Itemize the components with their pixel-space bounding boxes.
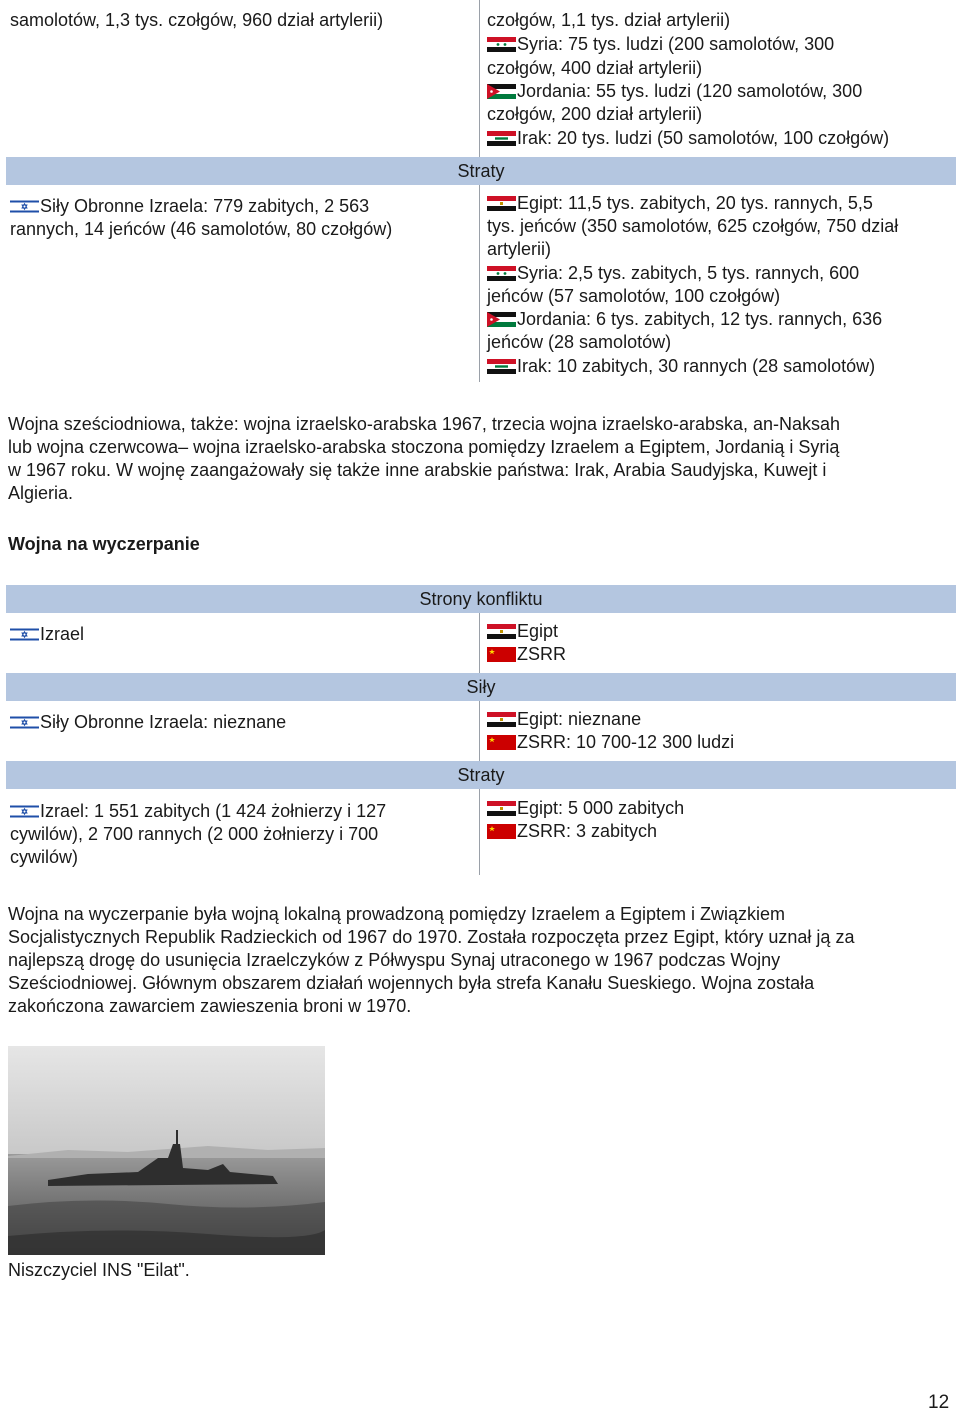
attrition-table-divider — [479, 613, 480, 875]
jordan-losses-line-1 — [487, 308, 882, 331]
egypt-losses-line-1 — [487, 192, 873, 215]
egypt-flag-icon — [487, 712, 516, 727]
paragraph-line: Wojna na wyczerpanie była wojną lokalną prowadzoną pomiędzy Izraelem a Egiptem i Związkiem — [8, 904, 786, 924]
ussr-side-label: ZSRR — [517, 644, 566, 664]
egypt-losses-text: Egipt: 11,5 tys. zabitych, 20 tys. rannych, 5,5 — [517, 193, 873, 213]
jordan-forces-line-1 — [487, 80, 862, 103]
israel-losses-line-2: rannych, 14 jeńców (46 samolotów, 80 czołgów) — [10, 219, 393, 239]
israel-forces-text: Siły Obronne Izraela: nieznane — [40, 712, 287, 732]
israel-side-label: Izrael — [40, 624, 85, 644]
ussr-losses — [487, 820, 657, 843]
syria-forces-line-2: czołgów, 400 dział artylerii) — [487, 58, 703, 78]
paragraph-line: Socjalistycznych Republik Radzieckich od 1967 do 1970. Została rozpoczęta przez Egipt, który uznał ją za — [8, 927, 855, 947]
jordan-forces-text: Jordania: 55 tys. ludzi (120 samolotów, 300 — [517, 81, 863, 101]
paragraph-line: Algieria. — [8, 483, 74, 503]
syria-losses-line-1 — [487, 262, 859, 285]
israel-losses-text: Izrael: 1 551 zabitych (1 424 żołnierzy i 127 — [40, 801, 387, 821]
israel-losses — [10, 800, 386, 823]
syria-forces-text: Syria: 75 tys. ludzi (200 samolotów, 300 — [517, 34, 835, 54]
six-day-war-paragraph — [8, 413, 952, 505]
egypt-side-label: Egipt — [517, 621, 559, 641]
egypt-losses — [487, 797, 684, 820]
egypt-flag-icon — [487, 801, 516, 816]
israel-losses-line-3: cywilów) — [10, 847, 79, 867]
israel-losses-line-1 — [10, 195, 369, 218]
ussr-forces-text: ZSRR: 10 700-12 300 ludzi — [517, 732, 735, 752]
top-table-divider — [479, 0, 480, 382]
syria-losses-text: Syria: 2,5 tys. zabitych, 5 tys. rannych, 600 — [517, 263, 860, 283]
right-continuation-text: czołgów, 1,1 tys. dział artylerii) — [487, 10, 731, 30]
israel-flag-icon — [10, 627, 39, 642]
israel-losses-line-2: cywilów), 2 700 rannych (2 000 żołnierzy i 700 — [10, 824, 379, 844]
paragraph-line: zakończona zawarciem zawieszenia broni w 1970. — [8, 996, 412, 1016]
sides-header-bar: Strony konfliktu — [6, 585, 956, 613]
photo-caption: Niszczyciel INS "Eilat". — [8, 1260, 190, 1280]
ussr-forces — [487, 731, 734, 754]
iraq-forces-text: Irak: 20 tys. ludzi (50 samolotów, 100 czołgów) — [517, 128, 890, 148]
israel-flag-icon — [10, 199, 39, 214]
left-continuation-text: samolotów, 1,3 tys. czołgów, 960 dział artylerii) — [10, 10, 384, 30]
iraq-forces-line — [487, 127, 889, 150]
egypt-side — [487, 620, 558, 643]
ussr-losses-text: ZSRR: 3 zabitych — [517, 821, 658, 841]
ussr-flag-icon — [487, 647, 516, 662]
paragraph-line: Sześciodniowej. Głównym obszarem działań wojennych była strefa Kanału Sueskiego. Wojna została — [8, 973, 815, 993]
ussr-flag-icon — [487, 824, 516, 839]
egypt-forces-text: Egipt: nieznane — [517, 709, 642, 729]
syria-losses-line-2: jeńców (57 samolotów, 100 czołgów) — [487, 286, 781, 306]
egypt-flag-icon — [487, 624, 516, 639]
attrition-war-paragraph — [8, 903, 952, 1018]
page-number: 12 — [928, 1392, 950, 1413]
iraq-losses-text: Irak: 10 zabitych, 30 rannych (28 samolotów) — [517, 356, 876, 376]
egypt-losses-line-2: tys. jeńców (350 samolotów, 625 czołgów, 750 dział — [487, 216, 899, 236]
israel-side — [10, 623, 84, 646]
jordan-flag-icon — [487, 312, 516, 327]
iraq-flag-icon — [487, 131, 516, 146]
forces-header-bar: Siły — [6, 673, 956, 701]
jordan-losses-text: Jordania: 6 tys. zabitych, 12 tys. rannych, 636 — [517, 309, 883, 329]
syria-forces-line-1 — [487, 33, 834, 56]
paragraph-line: lub wojna czerwcowa– wojna izraelsko-arabska stoczona pomiędzy Izraelem a Egiptem, Jordanią i Syrią — [8, 437, 840, 457]
losses-header-bar: Straty — [6, 761, 956, 789]
egypt-flag-icon — [487, 196, 516, 211]
israel-flag-icon — [10, 804, 39, 819]
jordan-losses-line-2: jeńców (28 samolotów) — [487, 332, 672, 352]
syria-flag-icon — [487, 37, 516, 52]
egypt-losses-line-3: artylerii) — [487, 239, 552, 259]
attrition-war-heading: Wojna na wyczerpanie — [8, 534, 200, 554]
jordan-forces-line-2: czołgów, 200 dział artylerii) — [487, 104, 703, 124]
paragraph-line: Wojna sześciodniowa, także: wojna izraelsko-arabska 1967, trzecia wojna izraelsko-arabska, an-Naksah — [8, 414, 841, 434]
iraq-flag-icon — [487, 359, 516, 374]
iraq-losses-line — [487, 355, 875, 378]
paragraph-line: w 1967 roku. W wojnę zaangażowały się także inne arabskie państwa: Irak, Arabia Saudyjska, Kuwejt i — [8, 460, 827, 480]
paragraph-line: najlepszą drogę do usunięcia Izraelczyków z Półwyspu Synaj utraconego w 1967 podczas Wojny — [8, 950, 781, 970]
losses-header-bar: Straty — [6, 157, 956, 185]
israel-forces — [10, 711, 286, 734]
jordan-flag-icon — [487, 84, 516, 99]
ussr-side — [487, 643, 566, 666]
israel-losses-text: Siły Obronne Izraela: 779 zabitych, 2 563 — [40, 196, 370, 216]
syria-flag-icon — [487, 266, 516, 281]
destroyer-photo — [8, 1046, 325, 1255]
israel-flag-icon — [10, 715, 39, 730]
egypt-losses-text: Egipt: 5 000 zabitych — [517, 798, 685, 818]
egypt-forces — [487, 708, 641, 731]
ussr-flag-icon — [487, 735, 516, 750]
